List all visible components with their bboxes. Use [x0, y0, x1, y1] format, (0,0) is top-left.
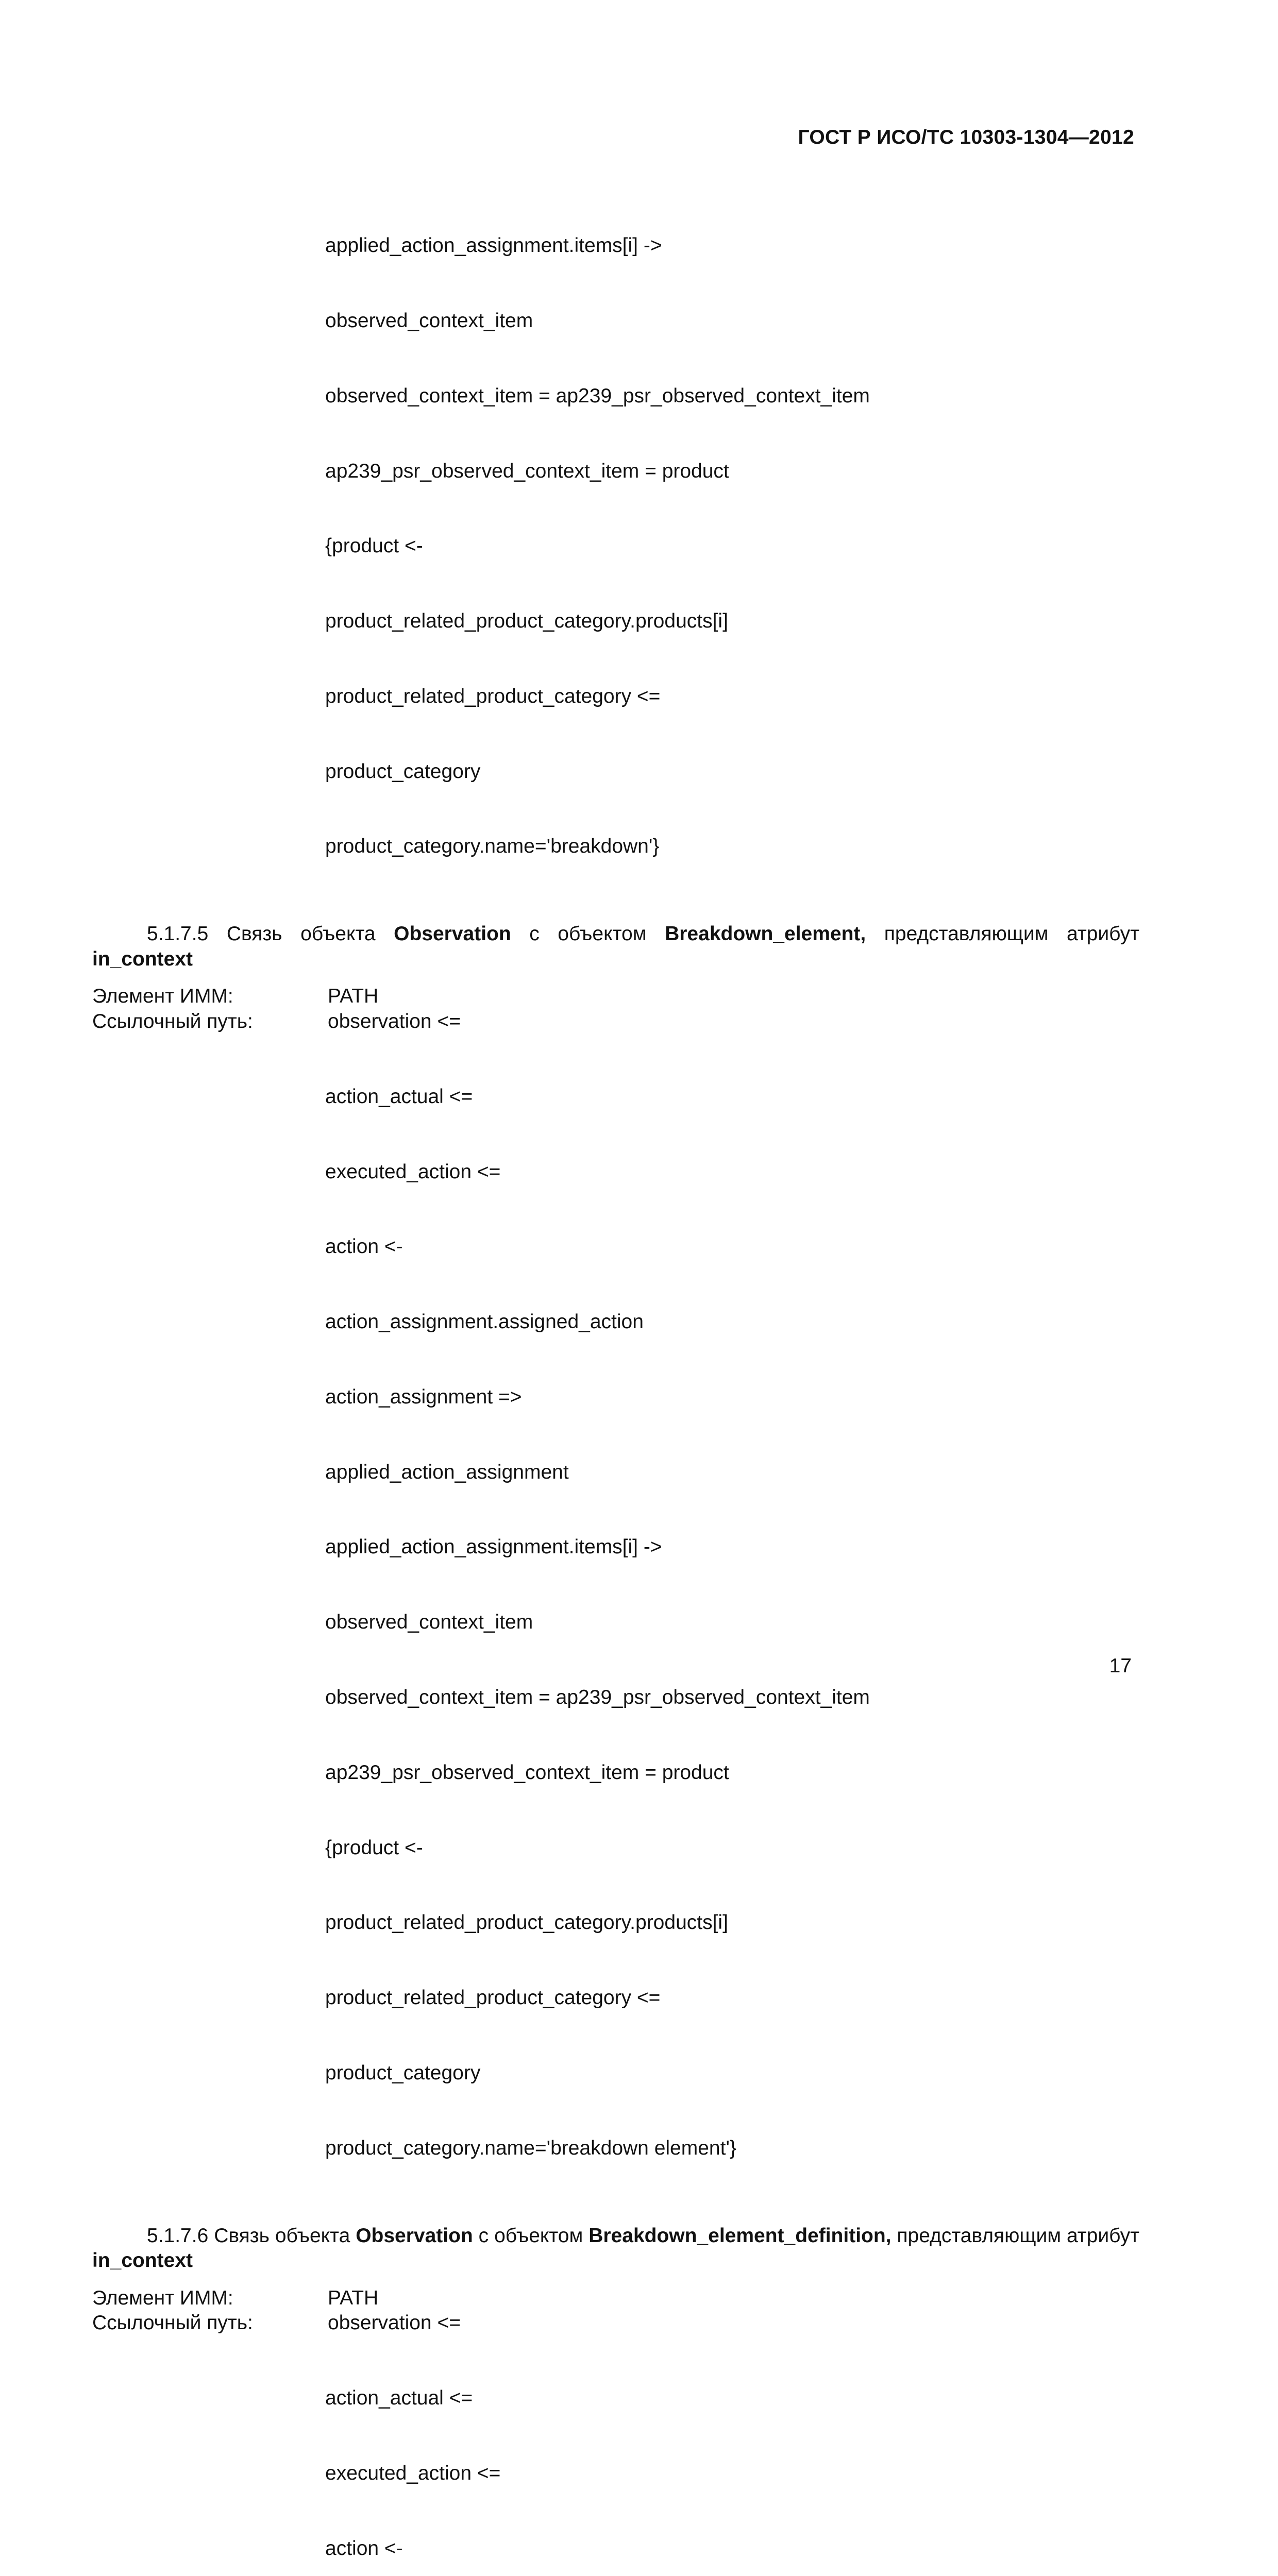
section-number: 5.1.7.6	[92, 2224, 208, 2249]
path-line: applied_action_assignment.items[i] ->	[325, 1535, 1139, 1560]
heading-text: Связь объекта	[208, 2225, 356, 2247]
path-line: product_related_product_category.products[i]	[325, 609, 1139, 634]
path-line: product_category.name='breakdown element'}	[325, 2136, 1139, 2161]
document-header: ГОСТ Р ИСО/ТС 10303-1304—2012	[798, 126, 1134, 149]
section-heading	[92, 922, 1139, 972]
imm-element-row	[92, 2286, 1139, 2311]
heading-attribute: in_context	[92, 2249, 193, 2272]
path-line: {product <-	[325, 534, 1139, 559]
path-line: {product <-	[325, 1836, 1139, 1861]
imm-element-label: Элемент ИММ:	[92, 984, 328, 1009]
path-line: observation <=	[328, 1009, 461, 1035]
path-line: action_actual <=	[325, 1084, 1139, 1110]
path-line: action_assignment.assigned_action	[325, 1310, 1139, 1335]
path-line: observed_context_item	[325, 309, 1139, 334]
path-line: applied_action_assignment	[325, 1460, 1139, 1485]
path-line: action <-	[325, 1234, 1139, 1260]
path-line: ap239_psr_observed_context_item = product	[325, 1760, 1139, 1786]
heading-entity: Observation	[394, 923, 511, 945]
ref-path-row	[92, 2311, 1139, 2336]
section-5-1-7-5	[92, 922, 1139, 2211]
section-number: 5.1.7.5	[92, 922, 208, 947]
mapping-block	[92, 984, 1139, 2211]
section-heading	[92, 2224, 1139, 2274]
path-line: action_actual <=	[325, 2386, 1139, 2411]
page-number: 17	[1109, 1655, 1132, 1677]
heading-text: представляющим атрибут	[866, 923, 1139, 945]
heading-text: представляющим атрибут	[892, 2225, 1139, 2247]
mapping-block	[92, 2286, 1139, 2576]
path-line: action_assignment =>	[325, 1385, 1139, 1410]
imm-element-label: Элемент ИММ:	[92, 2286, 328, 2311]
section-5-1-7-6	[92, 2224, 1139, 2576]
ref-path-lines	[325, 1035, 1139, 2211]
intro-path-block	[325, 183, 1139, 909]
heading-text: Связь объекта	[208, 923, 394, 945]
path-line: product_related_product_category <=	[325, 684, 1139, 709]
path-line: ap239_psr_observed_context_item = product	[325, 459, 1139, 484]
ref-path-label: Ссылочный путь:	[92, 2311, 328, 2336]
path-line: product_related_product_category <=	[325, 1986, 1139, 2011]
path-line: observed_context_item = ap239_psr_observed_context_item	[325, 384, 1139, 409]
path-line: action <-	[325, 2536, 1139, 2562]
path-line: applied_action_assignment.items[i] ->	[325, 233, 1139, 259]
path-line: executed_action <=	[325, 1160, 1139, 1185]
path-line: product_related_product_category.products[i]	[325, 1910, 1139, 1936]
heading-entity: Breakdown_element,	[665, 923, 866, 945]
ref-path-row	[92, 1009, 1139, 1035]
path-line: observed_context_item = ap239_psr_observed_context_item	[325, 1685, 1139, 1710]
ref-path-lines	[325, 2336, 1139, 2576]
imm-element-value: PATH	[328, 984, 378, 1009]
imm-element-value: PATH	[328, 2286, 378, 2311]
heading-entity: Breakdown_element_definition,	[588, 2225, 891, 2247]
heading-text: с объектом	[473, 2225, 588, 2247]
page-content	[92, 183, 1139, 2576]
heading-entity: Observation	[356, 2225, 473, 2247]
path-line: observation <=	[328, 2311, 461, 2336]
path-line: product_category	[325, 2061, 1139, 2086]
heading-attribute: in_context	[92, 948, 193, 970]
imm-element-row	[92, 984, 1139, 1009]
path-line: product_category.name='breakdown'}	[325, 834, 1139, 859]
path-line: executed_action <=	[325, 2461, 1139, 2486]
path-line: product_category	[325, 759, 1139, 785]
path-line: observed_context_item	[325, 1610, 1139, 1635]
heading-text: с объектом	[511, 923, 665, 945]
ref-path-label: Ссылочный путь:	[92, 1009, 328, 1035]
